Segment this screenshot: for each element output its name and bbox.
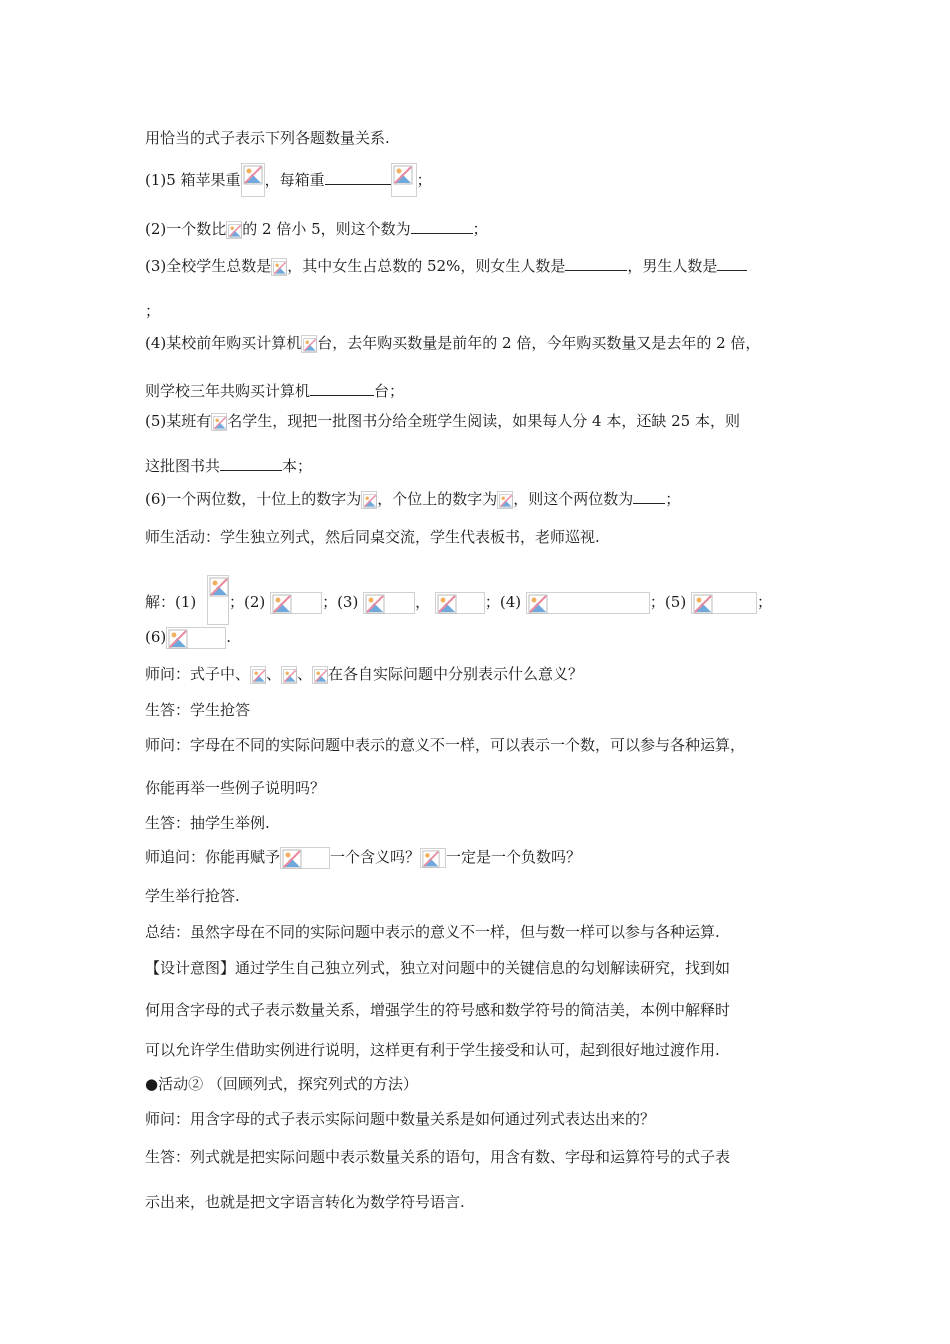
broken-image-icon [280,847,330,869]
answer-blank [325,170,391,185]
teacher-question-4: 师问：用含字母的式子表示实际问题中数量关系是如何通过列式表达出来的？ [145,1110,656,1128]
student-answer-4-cont: 示出来，也就是把文字语言转化为数学符号语言. [145,1193,465,1211]
broken-image-icon [270,592,322,614]
teacher-follow-up: 师追问：你能再赋予 一个含义吗？ 一定是一个负数吗？ [145,847,581,869]
answer-blank [633,489,665,504]
broken-image-icon [241,163,265,197]
question-1: (1)5 箱苹果重 ，每箱重 ； [145,163,432,197]
broken-image-icon [691,592,757,614]
intro-line: 用恰当的式子表示下列各题数量关系. [145,129,390,147]
student-answer-1: 生答：学生抢答 [145,701,251,719]
activity-line: 师生活动：学生独立列式，然后同桌交流，学生代表板书，老师巡视. [145,528,600,546]
design-intent-1: 【设计意图】通过学生自己独立列式，独立对问题中的关键信息的勾划解读研究，找到如 [145,959,731,977]
student-answer-4: 生答：列式就是把实际问题中表示数量关系的语句，用含有数、字母和运算符号的式子表 [145,1148,731,1166]
broken-image-icon [435,592,485,614]
answer-blank [220,456,282,471]
question-3: (3)全校学生总数是 ，其中女生占总数的 52%，则女生人数是 ，男生人数是 [145,256,747,276]
broken-image-icon [211,413,227,431]
answer-blank [411,219,473,234]
broken-image-icon [363,592,415,614]
broken-image-icon [391,163,417,197]
broken-image-icon [226,221,242,239]
broken-image-icon [312,666,328,684]
question-4-cont: 则学校三年共购买计算机 台； [145,382,405,400]
summary-line: 总结：虽然字母在不同的实际问题中表示的意义不一样，但与数一样可以参与各种运算. [145,923,720,941]
broken-image-icon [271,258,287,276]
student-answer-2: 生答：抽学生举例. [145,814,270,832]
question-4: (4)某校前年购买计算机 台，去年购买数量是前年的 2 倍，今年购买数量又是去年的 2 倍， [145,334,761,352]
teacher-question-2-cont: 你能再举一些例子说明吗？ [145,779,326,797]
question-5-cont: 这批图书共 本； [145,457,313,475]
question-3-end: ； [145,302,161,320]
broken-image-icon [497,491,513,509]
answer-blank [717,256,747,271]
student-answer-3: 学生举行抢答. [145,887,240,905]
broken-image-icon [361,491,377,509]
design-intent-2: 何用含字母的式子表示数量关系，增强学生的符号感和数学符号的简洁美，本例中解释时 [145,1001,731,1019]
broken-image-icon [250,666,266,684]
activity-2-heading: ●活动② （回顾列式，探究列式的方法） [145,1075,418,1093]
broken-image-icon [526,592,650,614]
question-5: (5)某班有 名学生，现把一批图书分给全班学生阅读，如果每人分 4 本，还缺 25 本，则 [145,412,740,430]
broken-image-icon [420,848,446,868]
question-2: (2)一个数比 的 2 倍小 5，则这个数为 ； [145,220,488,238]
teacher-question-2: 师问：字母在不同的实际问题中表示的意义不一样，可以表示一个数，可以参与各种运算， [145,736,746,754]
solution-line-6: (6) . [145,627,231,649]
solution-line: 解：(1) ；(2) ；(3) ， ；(4) ；(5) ； [145,575,772,625]
question-6: (6)一个两位数，十位上的数字为 ，个位上的数字为 ，则这个两位数为 ； [145,490,681,508]
answer-blank [565,256,627,271]
broken-image-icon [207,575,229,625]
broken-image-icon [301,335,317,353]
answer-blank [310,381,374,396]
design-intent-3: 可以允许学生借助实例进行说明，这样更有利于学生接受和认可，起到很好地过渡作用. [145,1041,720,1059]
broken-image-icon [166,627,226,649]
teacher-question-1: 师问：式子中、 、 、 在各自实际问题中分别表示什么意义？ [145,665,584,683]
broken-image-icon [281,666,297,684]
